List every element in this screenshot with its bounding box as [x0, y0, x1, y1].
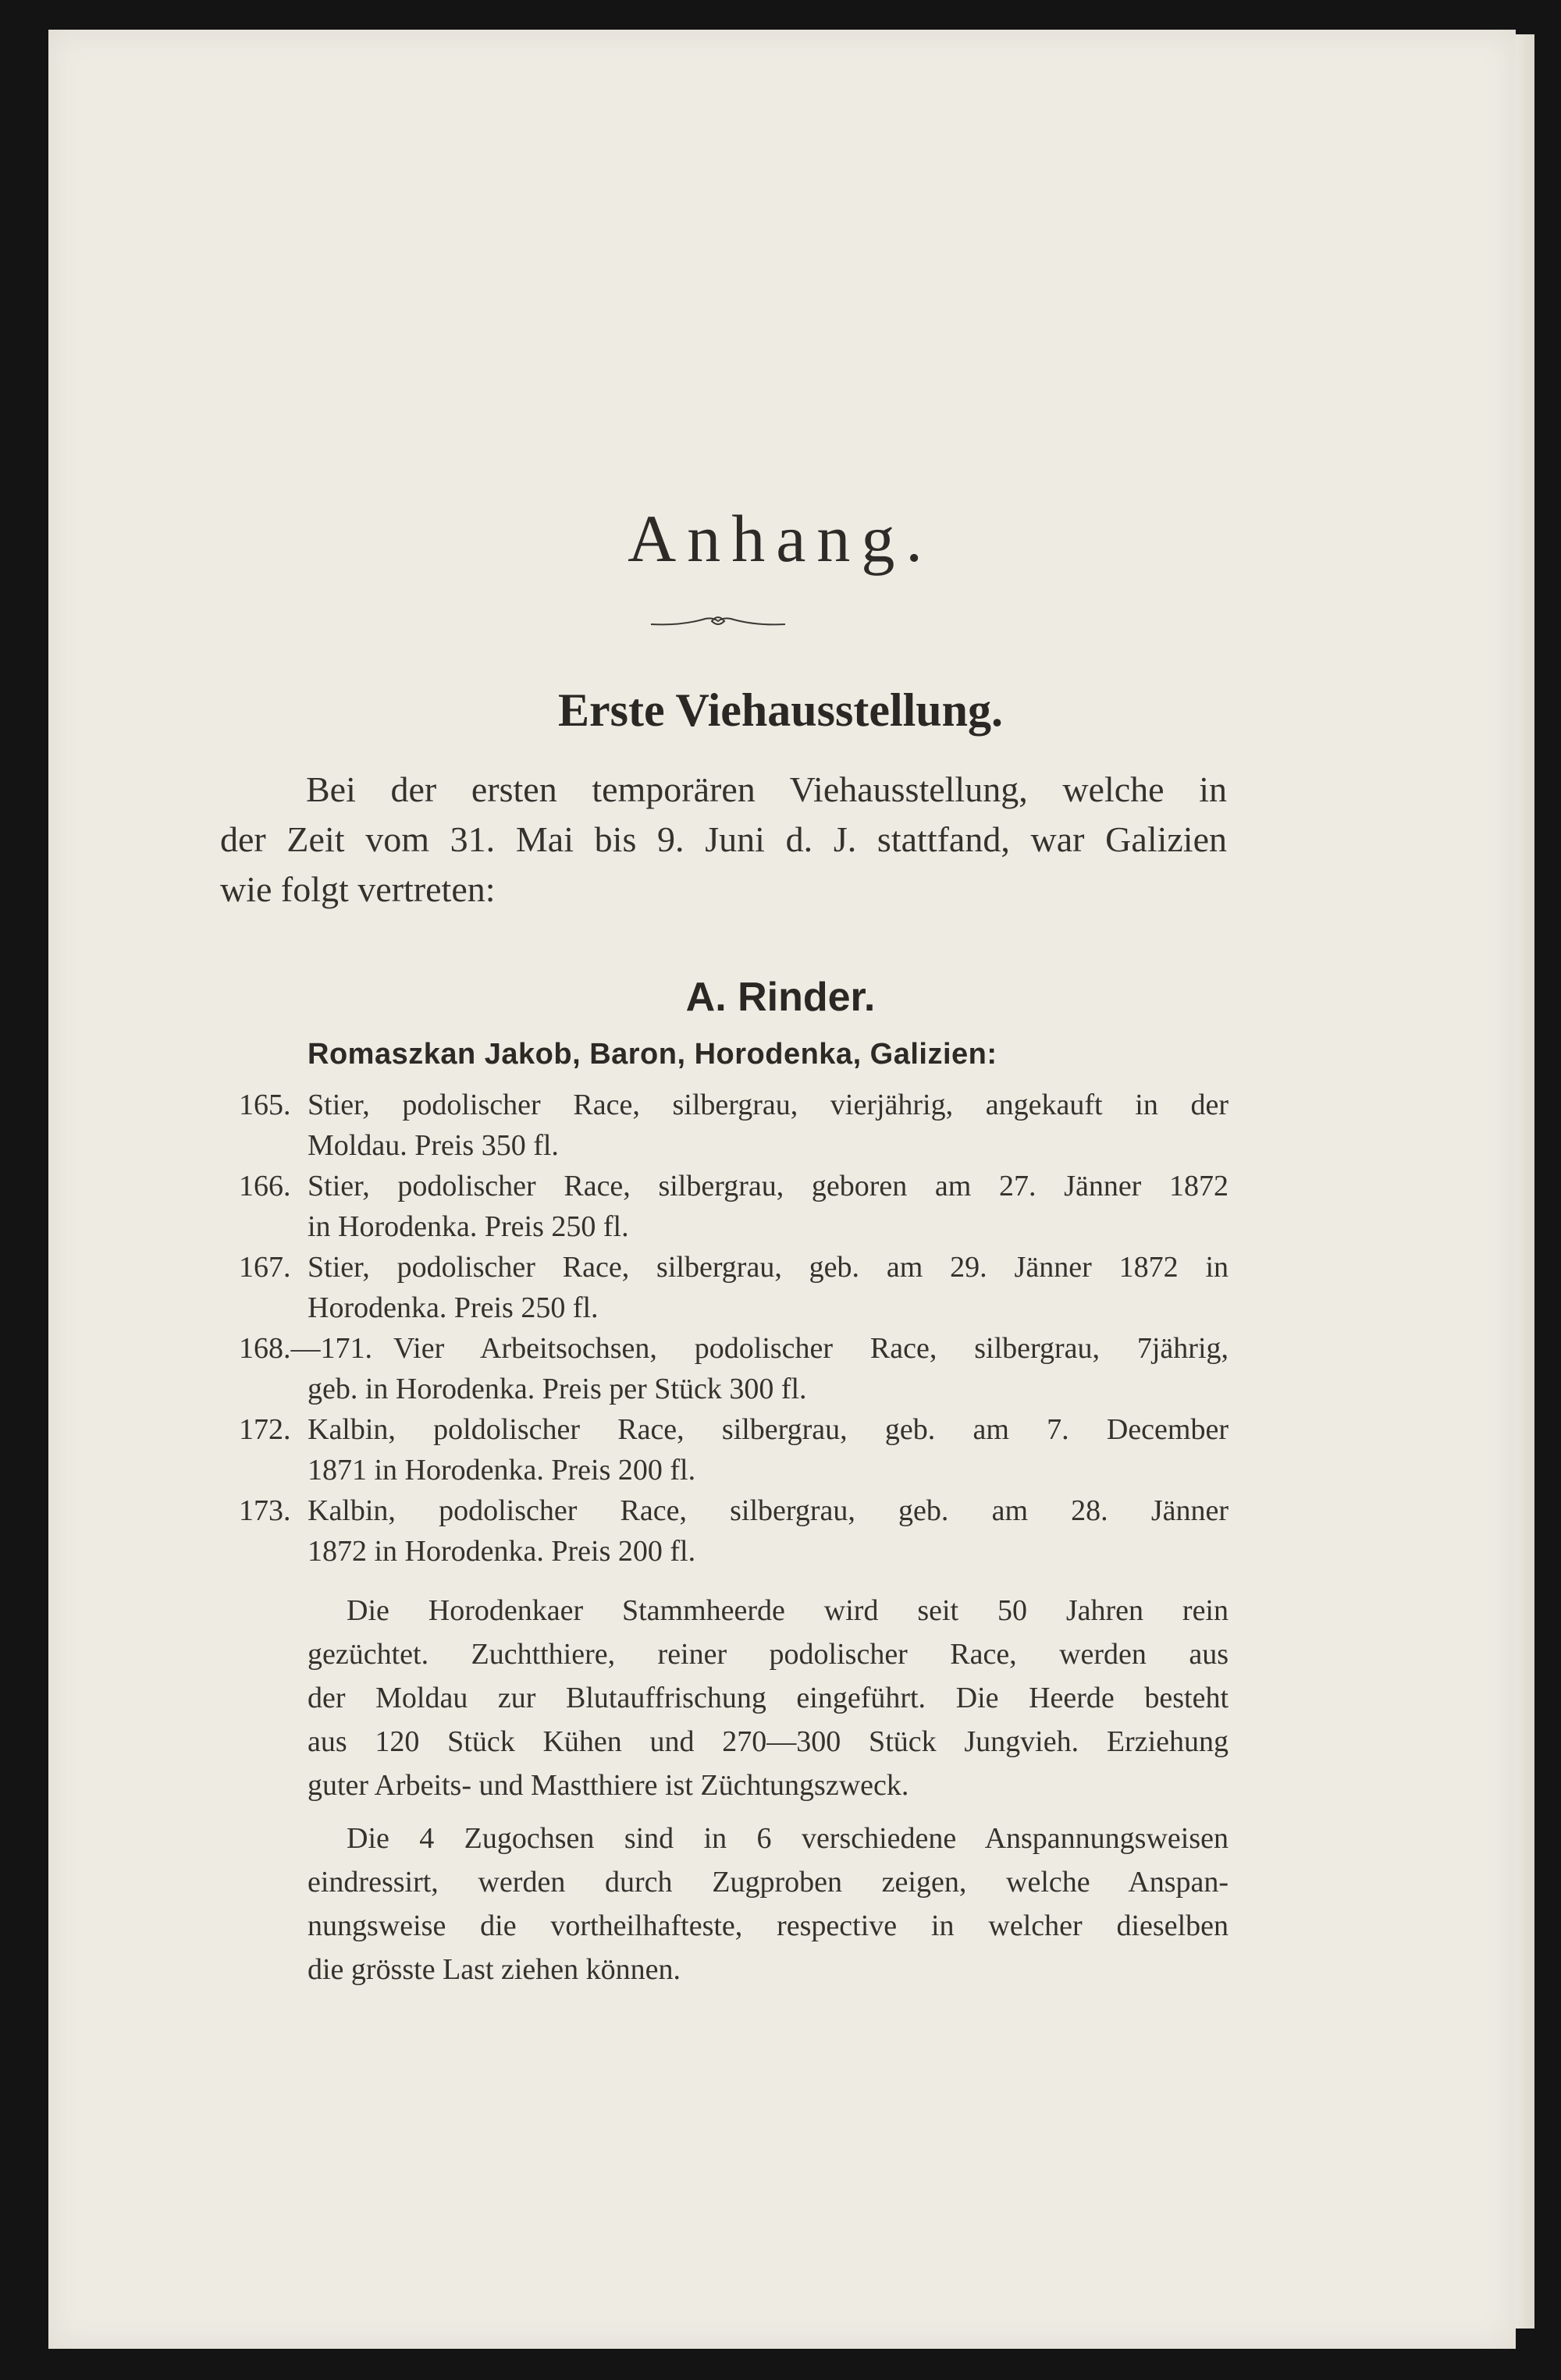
entry-line: geb. in Horodenka. Preis per Stück 300 fl. [308, 1373, 807, 1405]
list-item [0, 1328, 1561, 1409]
entry-line: 1872 in Horodenka. Preis 200 fl. [308, 1535, 696, 1568]
body-paragraphs [308, 1589, 1229, 2001]
intro-line: wie folgt vertreten: [220, 869, 496, 909]
entry-line: Kalbin, poldolischer Race, silbergrau, geb. am 7. December [308, 1413, 1229, 1446]
list-item [0, 1247, 1561, 1328]
list-item [0, 1085, 1561, 1166]
paragraph-line: aus 120 Stück Kühen und 270—300 Stück Jungvieh. Erziehung [308, 1725, 1229, 1758]
exhibitor-name: Romaszkan Jakob, Baron, Horodenka, Galizien: [308, 1038, 997, 1071]
entry-line: Kalbin, podolischer Race, silbergrau, geb. am 28. Jänner [308, 1494, 1229, 1527]
entry-line: Stier, podolischer Race, silbergrau, geboren am 27. Jänner 1872 [308, 1170, 1229, 1202]
entry-number: 168.—171. [239, 1332, 372, 1365]
ornament-divider [648, 610, 788, 632]
entry-line: in Horodenka. Preis 250 fl. [308, 1210, 629, 1243]
intro-line: der Zeit vom 31. Mai bis 9. Juni d. J. stattfand, war Galizien [220, 819, 1227, 859]
entry-line: 1871 in Horodenka. Preis 200 fl. [308, 1454, 696, 1487]
paragraph-line: eindressirt, werden durch Zugproben zeigen, welche Anspan- [308, 1866, 1229, 1899]
paragraph [308, 1589, 1229, 1807]
entry-line: Stier, podolischer Race, silbergrau, vierjährig, angekauft in der [308, 1089, 1229, 1121]
intro-line: Bei der ersten temporären Viehausstellung, welche in [306, 769, 1227, 809]
paragraph-line: nungsweise die vortheilhafteste, respective in welcher dieselben [308, 1909, 1229, 1942]
paragraph [308, 1817, 1229, 1991]
entries-list [0, 1085, 1561, 1572]
paragraph-line: die grösste Last ziehen können. [308, 1953, 681, 1986]
entry-line: Moldau. Preis 350 fl. [308, 1129, 559, 1162]
paragraph-line: der Moldau zur Blutauffrischung eingeführt. Die Heerde besteht [308, 1682, 1229, 1714]
entry-line: Horodenka. Preis 250 fl. [308, 1291, 599, 1324]
paragraph-line: guter Arbeits- und Mastthiere ist Züchtungszweck. [308, 1769, 909, 1802]
entry-number: 166. [239, 1170, 291, 1202]
entry-number: 173. [239, 1494, 291, 1527]
entry-number: 172. [239, 1413, 291, 1446]
heading-anhang: Anhang. [628, 501, 933, 576]
list-item [0, 1409, 1561, 1490]
entry-line: Stier, podolischer Race, silbergrau, geb. am 29. Jänner 1872 in [308, 1251, 1229, 1284]
heading-erste-viehausstellung: Erste Viehausstellung. [557, 684, 1004, 736]
paragraph-line: Die Horodenkaer Stammheerde wird seit 50 Jahren rein [347, 1594, 1229, 1627]
paragraph-line: gezüchtet. Zuchtthiere, reiner podolischer Race, werden aus [308, 1638, 1229, 1671]
entry-line: Vier Arbeitsochsen, podolischer Race, silbergrau, 7jährig, [393, 1332, 1229, 1365]
heading-rinder: A. Rinder. [685, 975, 876, 1020]
intro-paragraph [220, 765, 1227, 915]
entry-number: 167. [239, 1251, 291, 1284]
list-item [0, 1166, 1561, 1247]
list-item [0, 1490, 1561, 1572]
entry-number: 165. [239, 1089, 291, 1121]
paragraph-line: Die 4 Zugochsen sind in 6 verschiedene Anspannungsweisen [347, 1822, 1229, 1855]
